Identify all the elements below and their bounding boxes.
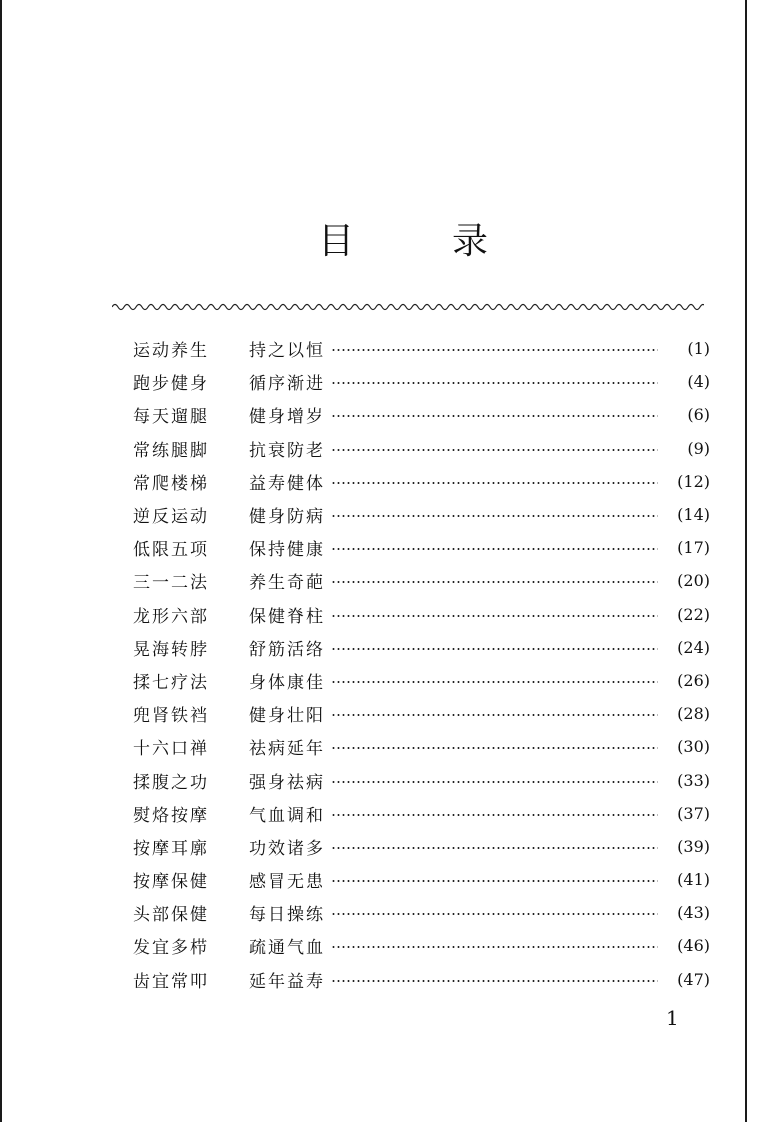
toc-entry-title-part1: 揉腹之功 — [133, 772, 209, 793]
toc-entry-page: (39) — [677, 836, 710, 856]
toc-entry-title-part1: 常爬楼梯 — [133, 473, 209, 494]
toc-entry-title-part1: 跑步健身 — [133, 374, 209, 395]
toc-entry-title-part2: 舒筋活络 — [249, 639, 325, 660]
toc-entry-page: (30) — [677, 737, 710, 757]
toc-entry — [133, 963, 710, 996]
toc-entry-page: (46) — [677, 936, 710, 956]
toc-entry-title-part2: 延年益寿 — [249, 971, 325, 992]
toc-entry-title-part2: 每日操练 — [249, 905, 325, 926]
toc-entry-page: (12) — [677, 471, 710, 491]
toc-entry-title-part1: 逆反运动 — [133, 507, 209, 528]
dot-leader — [331, 415, 658, 417]
toc-title — [0, 212, 770, 272]
toc-entry-title-part1: 运动养生 — [133, 341, 209, 362]
dot-leader — [331, 681, 658, 683]
toc-entry-title-part1: 按摩耳廓 — [133, 838, 209, 859]
toc-entry-title-part1: 十六口禅 — [133, 739, 209, 760]
toc-entry — [133, 730, 710, 763]
page-number: 1 — [666, 1006, 679, 1030]
toc-entry-title-part2: 抗衰防老 — [249, 440, 325, 461]
toc-entry-title-part2: 强身祛病 — [249, 772, 325, 793]
dot-leader — [331, 847, 658, 849]
toc-entry-title-part2: 功效诸多 — [249, 838, 325, 859]
title-char-2: 录 — [452, 221, 489, 262]
toc-entry-page: (9) — [687, 438, 710, 458]
page-left-edge — [0, 0, 2, 1122]
toc-entry-page: (28) — [677, 704, 710, 724]
toc-entry-title-part2: 感冒无患 — [249, 872, 325, 893]
dot-leader — [331, 382, 658, 384]
toc-entry-page: (43) — [677, 903, 710, 923]
toc-entry — [133, 332, 710, 365]
toc-entry-title-part1: 兜肾铁裆 — [133, 706, 209, 727]
toc-entry-page: (33) — [677, 770, 710, 790]
toc-entry-title-part2: 疏通气血 — [249, 938, 325, 959]
toc-entry-title-part1: 熨烙按摩 — [133, 805, 209, 826]
toc-entry — [133, 664, 710, 697]
toc-entry — [133, 896, 710, 929]
toc-entry — [133, 797, 710, 830]
toc-entry — [133, 631, 710, 664]
toc-entry-title-part1: 晃海转脖 — [133, 639, 209, 660]
dot-leader — [331, 548, 658, 550]
toc-entry — [133, 830, 710, 863]
toc-list — [133, 332, 710, 996]
dot-leader — [331, 946, 658, 948]
toc-entry — [133, 531, 710, 564]
toc-entry-page: (22) — [677, 604, 710, 624]
dot-leader — [331, 349, 658, 351]
toc-entry-title-part2: 循序渐进 — [249, 374, 325, 395]
toc-entry-page: (1) — [687, 339, 710, 359]
toc-entry — [133, 564, 710, 597]
toc-entry-page: (6) — [687, 405, 710, 425]
toc-entry-title-part2: 持之以恒 — [249, 341, 325, 362]
toc-entry — [133, 763, 710, 796]
toc-entry-page: (4) — [687, 372, 710, 392]
toc-entry-title-part2: 健身增岁 — [249, 407, 325, 428]
dot-leader — [331, 781, 658, 783]
toc-entry-title-part1: 低限五项 — [133, 540, 209, 561]
toc-entry — [133, 498, 710, 531]
dot-leader — [331, 880, 658, 882]
dot-leader — [331, 615, 658, 617]
toc-entry-title-part2: 祛病延年 — [249, 739, 325, 760]
toc-entry-title-part2: 身体康佳 — [249, 672, 325, 693]
dot-leader — [331, 581, 658, 583]
dot-leader — [331, 913, 658, 915]
dot-leader — [331, 747, 658, 749]
dot-leader — [331, 449, 658, 451]
dot-leader — [331, 515, 658, 517]
toc-entry-title-part1: 发宜多栉 — [133, 938, 209, 959]
dot-leader — [331, 714, 658, 716]
toc-entry-title-part1: 齿宜常叩 — [133, 971, 209, 992]
toc-entry-title-part2: 健身壮阳 — [249, 706, 325, 727]
toc-entry-title-part1: 三一二法 — [133, 573, 209, 594]
dot-leader — [331, 482, 658, 484]
toc-entry — [133, 432, 710, 465]
toc-entry-title-part1: 常练腿脚 — [133, 440, 209, 461]
toc-entry-title-part1: 每天遛腿 — [133, 407, 209, 428]
toc-entry-title-part2: 气血调和 — [249, 805, 325, 826]
page-right-border — [745, 0, 747, 1122]
toc-entry-title-part2: 健身防病 — [249, 507, 325, 528]
toc-entry-title-part2: 保健脊柱 — [249, 606, 325, 627]
wavy-divider — [112, 300, 704, 314]
toc-entry-title-part1: 按摩保健 — [133, 872, 209, 893]
toc-entry — [133, 929, 710, 962]
toc-entry-page: (24) — [677, 637, 710, 657]
toc-entry-page: (47) — [677, 969, 710, 989]
toc-entry-page: (14) — [677, 505, 710, 525]
toc-entry-title-part1: 龙形六部 — [133, 606, 209, 627]
dot-leader — [331, 814, 658, 816]
toc-entry-page: (41) — [677, 870, 710, 890]
dot-leader — [331, 648, 658, 650]
toc-entry-page: (20) — [677, 571, 710, 591]
toc-entry-title-part1: 头部保健 — [133, 905, 209, 926]
toc-entry-title-part2: 益寿健体 — [249, 473, 325, 494]
toc-entry-page: (37) — [677, 803, 710, 823]
toc-entry — [133, 697, 710, 730]
toc-entry — [133, 398, 710, 431]
toc-entry-title-part2: 保持健康 — [249, 540, 325, 561]
dot-leader — [331, 980, 658, 982]
toc-entry-title-part1: 揉七疗法 — [133, 672, 209, 693]
toc-entry-page: (26) — [677, 670, 710, 690]
toc-entry — [133, 863, 710, 896]
toc-entry-page: (17) — [677, 538, 710, 558]
title-char-1: 目 — [318, 221, 355, 262]
toc-entry — [133, 598, 710, 631]
toc-entry — [133, 365, 710, 398]
toc-entry — [133, 465, 710, 498]
toc-entry-title-part2: 养生奇葩 — [249, 573, 325, 594]
